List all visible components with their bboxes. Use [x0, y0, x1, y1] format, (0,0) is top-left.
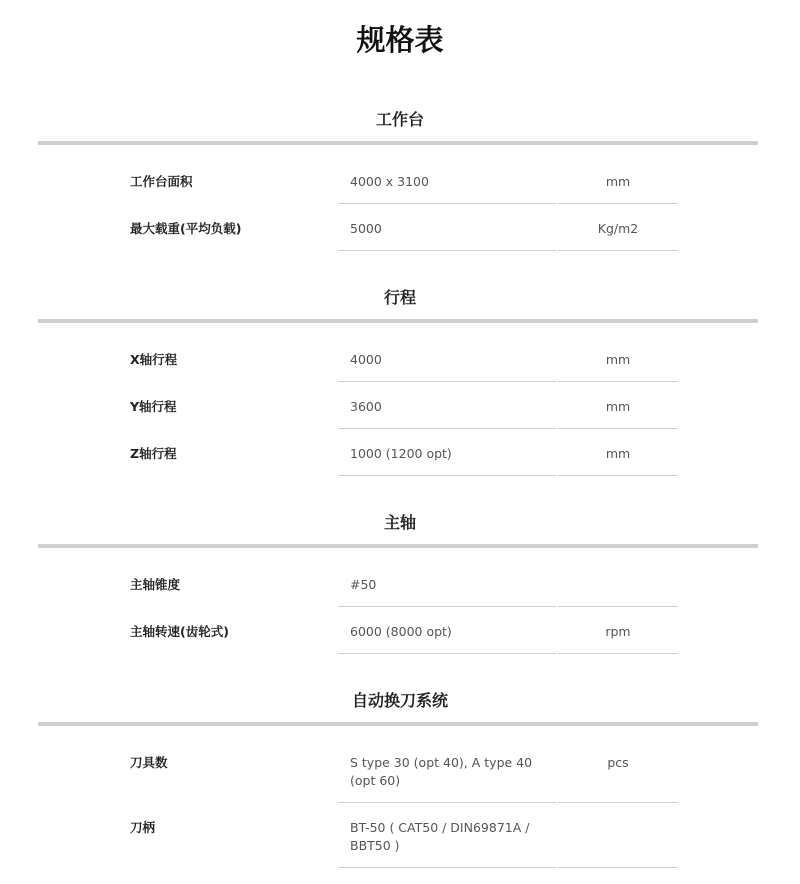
spec-value: 6000 (8000 opt): [350, 624, 452, 639]
spec-label: Y轴行程: [130, 399, 177, 414]
spec-label: 主轴转速(齿轮式): [130, 624, 229, 639]
spec-unit: rpm: [605, 624, 631, 639]
spec-row-z-travel: [0, 445, 800, 476]
spec-label: 刀具数: [130, 755, 168, 770]
spec-unit-cell: [558, 398, 678, 429]
spec-value: BT-50 ( CAT50 / DIN69871A / BBT50 ): [350, 820, 530, 853]
section-divider: [38, 319, 758, 323]
spec-unit-cell: [558, 576, 678, 607]
spec-value-cell: [338, 819, 556, 868]
spec-row-tool-holder: [0, 819, 800, 868]
section-heading-atc: 自动换刀系统: [351, 691, 448, 710]
spec-label: 工作台面积: [130, 174, 193, 189]
spec-row-max-load: [0, 220, 800, 251]
section-heading-spindle: 主轴: [383, 513, 416, 532]
spec-row-spindle-taper: [0, 576, 800, 607]
spec-unit-cell: [558, 754, 678, 803]
spec-unit: mm: [605, 399, 631, 414]
spec-value-cell: [338, 445, 556, 476]
spec-unit: pcs: [607, 755, 629, 770]
spec-value: 4000: [350, 352, 382, 367]
spec-unit-cell: [558, 819, 678, 868]
section-heading-travel: 行程: [383, 288, 416, 307]
spec-value-cell: [338, 576, 556, 607]
spec-row-spindle-speed: [0, 623, 800, 654]
spec-label: 刀柄: [130, 820, 156, 835]
spec-value: 5000: [350, 221, 382, 236]
spec-unit: mm: [605, 446, 631, 461]
spec-value-cell: [338, 398, 556, 429]
section-divider: [38, 544, 758, 548]
spec-label: 主轴锥度: [130, 577, 181, 592]
spec-unit-cell: [558, 623, 678, 654]
spec-unit-cell: [558, 173, 678, 204]
page-title: 规格表: [356, 23, 444, 57]
spec-value: 3600: [350, 399, 382, 414]
spec-value-cell: [338, 623, 556, 654]
spec-row-x-travel: [0, 351, 800, 382]
spec-value-cell: [338, 220, 556, 251]
spec-value-cell: [338, 173, 556, 204]
spec-label: X轴行程: [130, 352, 178, 367]
spec-row-table-area: [0, 173, 800, 204]
section-divider: [38, 141, 758, 145]
spec-unit-cell: [558, 220, 678, 251]
spec-value: S type 30 (opt 40), A type 40 (opt 60): [350, 755, 533, 788]
spec-unit: mm: [605, 352, 631, 367]
spec-unit: mm: [605, 174, 631, 189]
spec-row-y-travel: [0, 398, 800, 429]
spec-row-tool-count: [0, 754, 800, 803]
spec-unit-cell: [558, 445, 678, 476]
spec-unit: Kg/m2: [597, 221, 639, 236]
spec-label: Z轴行程: [130, 446, 177, 461]
spec-value-cell: [338, 754, 556, 803]
spec-label: 最大载重(平均负载): [130, 221, 242, 236]
spec-value: 1000 (1200 opt): [350, 446, 452, 461]
spec-value: #50: [350, 577, 377, 592]
section-heading-worktable: 工作台: [375, 110, 424, 129]
spec-value: 4000 x 3100: [350, 174, 429, 189]
section-divider: [38, 722, 758, 726]
spec-unit-cell: [558, 351, 678, 382]
spec-value-cell: [338, 351, 556, 382]
